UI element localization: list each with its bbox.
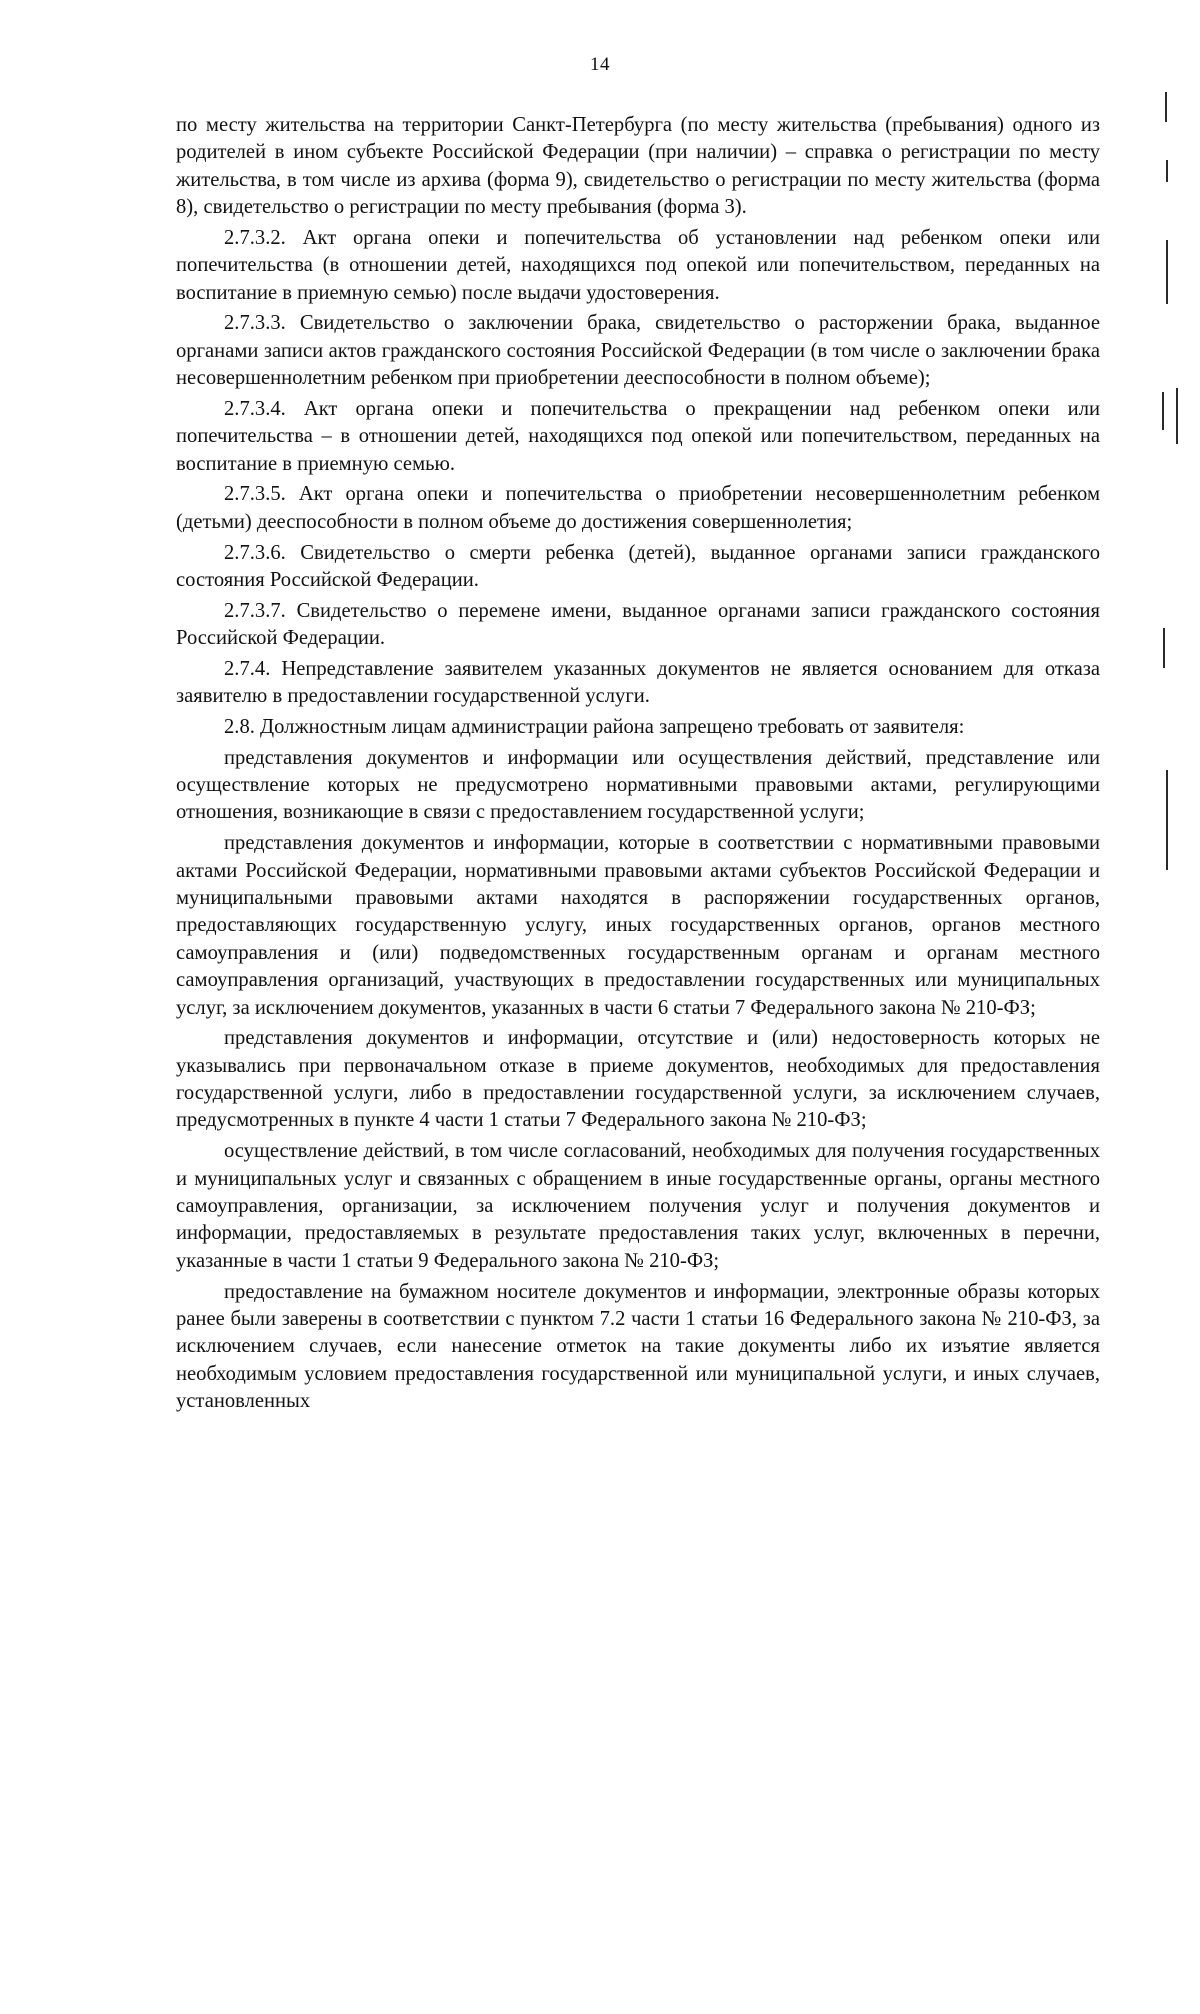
- paragraph: предоставление на бумажном носителе документов и информации, электронные образы которых ранее были заверены в соответствии с пунктом 7.2 части 1 статьи 16 Федерального закона № 210-ФЗ, за исключением случаев, если нанесение отметок на такие документы либо их изъятие является необходимым условием предоставления государственной или муниципальной услуги, и иных случаев, установленных: [176, 1280, 1100, 1413]
- scan-margin-mark: [1162, 392, 1164, 430]
- scan-margin-mark: [1163, 628, 1165, 668]
- paragraph: осуществление действий, в том числе согласований, необходимых для получения государственных и муниципальных услуг и связанных с обращением в иные государственные органы, органы местного самоуправления, организации, за исключением получения услуг и получения документов и информации, предоставляемых в результате предоставления таких услуг, включенных в перечни, указанные в части 1 статьи 9 Федерального закона № 210-ФЗ;: [176, 1140, 1100, 1272]
- body-text: [176, 112, 1100, 1416]
- paragraph: 2.7.3.2. Акт органа опеки и попечительства об установлении над ребенком опеки или попечительства (в отношении детей, находящихся под опекой или попечительством, переданных на воспитание в приемную семью) после выдачи удостоверения.: [176, 226, 1100, 304]
- paragraph: 2.7.4. Непредставление заявителем указанных документов не является основанием для отказа заявителю в предоставлении государственной услуги.: [176, 657, 1100, 708]
- paragraph: по месту жительства на территории Санкт-Петербурга (по месту жительства (пребывания) одного из родителей в ином субъекте Российской Федерации (при наличии) – справка о регистрации по месту жительства, в том числе из архива (форма 9), свидетельство о регистрации по месту жительства (форма 8), свидетельство о регистрации по месту пребывания (форма 3).: [176, 114, 1100, 219]
- scan-margin-mark: [1166, 770, 1168, 870]
- paragraph: представления документов и информации, отсутствие и (или) недостоверность которых не указывались при первоначальном отказе в приеме документов, необходимых для предоставления государственной услуги, либо в предоставлении государственной услуги, за исключением случаев, предусмотренных в пункте 4 части 1 статьи 7 Федерального закона № 210-ФЗ;: [176, 1027, 1100, 1132]
- paragraph: 2.7.3.5. Акт органа опеки и попечительства о приобретении несовершеннолетним ребенком (детьми) дееспособности в полном объеме до достижения совершеннолетия;: [176, 483, 1100, 533]
- page-number: 14: [590, 54, 610, 75]
- paragraph: представления документов и информации, которые в соответствии с нормативными правовыми актами Российской Федерации, нормативными правовыми актами субъектов Российской Федерации и муниципальными правовыми актами находятся в распоряжении государственных органов, предоставляющих государственную услугу, иных государственных органов, органов местного самоуправления и (или) подведомственных государственным органам и органам местного самоуправления организаций, участвующих в предоставлении государственных или муниципальных услуг, за исключением документов, указанных в части 6 статьи 7 Федерального закона № 210-ФЗ;: [176, 832, 1100, 1019]
- scan-margin-mark: [1165, 92, 1167, 122]
- paragraph: 2.8. Должностным лицам администрации района запрещено требовать от заявителя:: [224, 715, 965, 738]
- scan-margin-mark: [1166, 160, 1168, 182]
- scan-margin-mark: [1166, 240, 1168, 304]
- paragraph: 2.7.3.7. Свидетельство о перемене имени, выданное органами записи гражданского состояния Российской Федерации.: [176, 599, 1100, 650]
- paragraph: представления документов и информации или осуществления действий, представление или осуществление которых не предусмотрено нормативными правовыми актами, регулирующими отношения, возникающие в связи с предоставлением государственной услуги;: [176, 746, 1100, 824]
- scan-margin-mark: [1176, 388, 1178, 444]
- paragraph: 2.7.3.3. Свидетельство о заключении брака, свидетельство о расторжении брака, выданное органами записи актов гражданского состояния Российской Федерации (в том числе о заключении брака несовершеннолетним ребенком при приобретении дееспособности в полном объеме);: [176, 312, 1100, 390]
- paragraph: 2.7.3.4. Акт органа опеки и попечительства о прекращении над ребенком опеки или попечительства – в отношении детей, находящихся под опекой или попечительством, переданных на воспитание в приемную семью.: [176, 397, 1100, 475]
- paragraph: 2.7.3.6. Свидетельство о смерти ребенка (детей), выданное органами записи гражданского состояния Российской Федерации.: [176, 541, 1100, 591]
